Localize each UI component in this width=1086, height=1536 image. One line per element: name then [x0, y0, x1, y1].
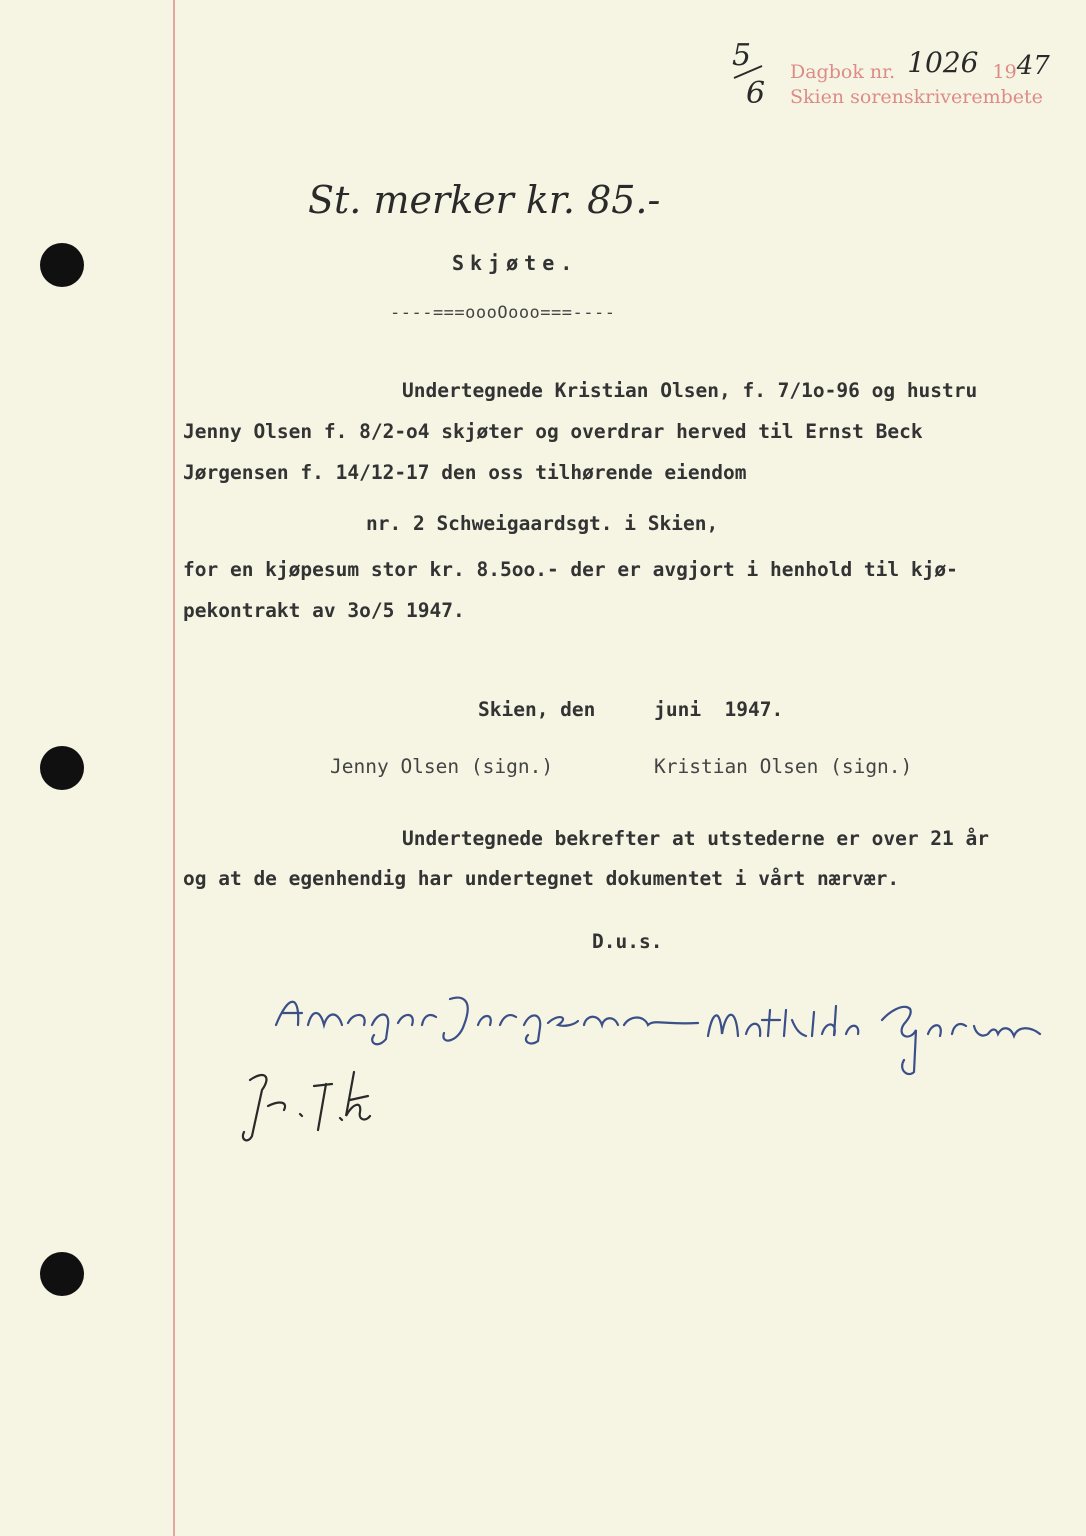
stamp-date-day: 5 [732, 38, 752, 73]
paragraph-2-line-1: for en kjøpesum stor kr. 8.5oo.- der er avgjort i henhold til kjø- [183, 558, 958, 581]
punch-hole-middle [40, 746, 84, 790]
paragraph-1-line-2: Jenny Olsen f. 8/2-o4 skjøter og overdrar herved til Ernst Beck [183, 420, 923, 443]
stamp-label: Dagbok nr. [790, 61, 896, 83]
paragraph-3-line-1: Undertegnede bekrefter at utstederne er over 21 år [402, 827, 989, 850]
paragraph-1-line-3: Jørgensen f. 14/12-17 den oss tilhørende eiendom [183, 461, 747, 484]
place-date: Skien, den juni 1947. [478, 698, 784, 721]
document-title: Skjøte. [452, 251, 579, 275]
property-address: nr. 2 Schweigaardsgt. i Skien, [366, 512, 719, 535]
stamp-year-prefix: 19 [992, 61, 1017, 83]
stamp-year-suffix: 47 [1016, 51, 1050, 81]
signature-left: Jenny Olsen (sign.) [330, 755, 554, 778]
stamp-line-1 [790, 46, 1050, 85]
paragraph-2-line-2: pekontrakt av 3o/5 1947. [183, 599, 465, 622]
punch-hole-top [40, 243, 84, 287]
paragraph-3-line-2: og at de egenhendig har undertegnet dokumentet i vårt nærvær. [183, 867, 900, 890]
stamp-line-2: Skien sorenskriverembete [790, 86, 1043, 108]
paragraph-1-line-1: Undertegnede Kristian Olsen, f. 7/1o-96 og hustru [402, 379, 978, 402]
fee-note: St. merker kr. 85.- [308, 178, 661, 222]
signature-right: Kristian Olsen (sign.) [654, 755, 913, 778]
margin-line [173, 0, 175, 1536]
initials-signature [228, 1060, 378, 1150]
witness-signature-left [268, 985, 718, 1055]
journal-number: 1026 [907, 46, 979, 79]
witness-signature-right [700, 990, 1060, 1080]
closing-dus: D.u.s. [592, 930, 663, 953]
title-separator: ----===oooOooo===---- [390, 303, 616, 323]
stamp-date-month: 6 [746, 76, 766, 111]
punch-hole-bottom [40, 1252, 84, 1296]
